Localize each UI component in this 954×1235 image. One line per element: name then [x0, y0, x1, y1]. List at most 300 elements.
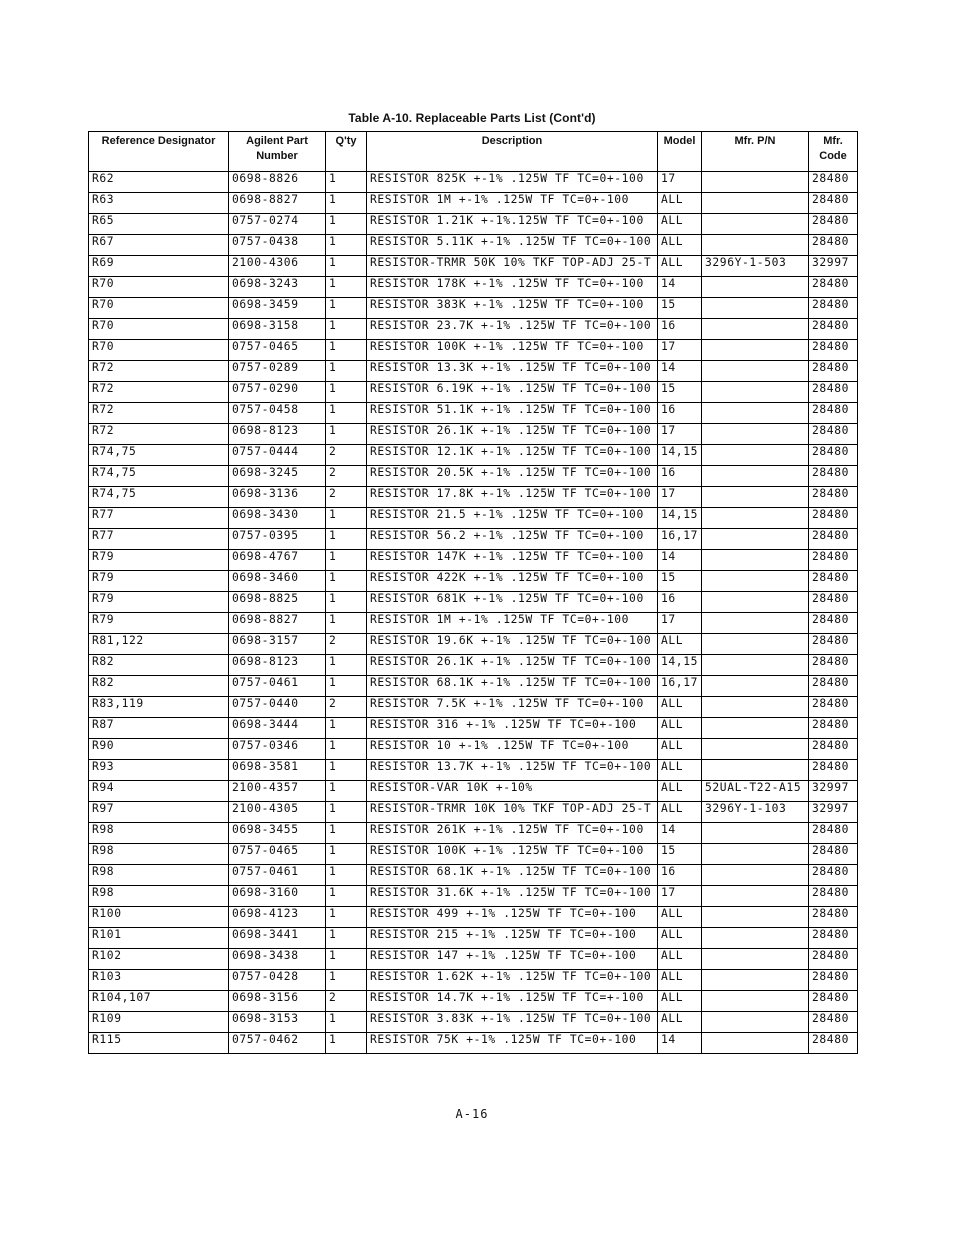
description-cell: RESISTOR 75K +-1% .125W TF TC=0+-100 — [367, 1033, 658, 1054]
mfr-pn-cell — [702, 550, 809, 571]
mfr-code-cell: 28480 — [809, 529, 858, 550]
ref-cell: R77 — [89, 529, 229, 550]
qty-cell: 1 — [326, 214, 367, 235]
header-model: Model — [658, 132, 702, 172]
ref-cell: R93 — [89, 760, 229, 781]
ref-cell: R82 — [89, 676, 229, 697]
table-row — [89, 487, 858, 508]
description-cell: RESISTOR 261K +-1% .125W TF TC=0+-100 — [367, 823, 658, 844]
part-number-cell: 0757-0346 — [229, 739, 326, 760]
part-number-cell: 0757-0444 — [229, 445, 326, 466]
table-row — [89, 907, 858, 928]
table-header-row — [89, 132, 858, 172]
mfr-code-cell: 28480 — [809, 508, 858, 529]
qty-cell: 1 — [326, 319, 367, 340]
mfr-pn-cell — [702, 886, 809, 907]
part-number-cell: 0698-3243 — [229, 277, 326, 298]
description-cell: RESISTOR 499 +-1% .125W TF TC=0+-100 — [367, 907, 658, 928]
mfr-code-cell: 28480 — [809, 445, 858, 466]
mfr-pn-cell — [702, 676, 809, 697]
qty-cell: 1 — [326, 718, 367, 739]
part-number-cell: 0757-0465 — [229, 340, 326, 361]
mfr-code-cell: 28480 — [809, 466, 858, 487]
mfr-pn-cell — [702, 592, 809, 613]
mfr-pn-cell — [702, 424, 809, 445]
description-cell: RESISTOR 23.7K +-1% .125W TF TC=0+-100 — [367, 319, 658, 340]
ref-cell: R83,119 — [89, 697, 229, 718]
ref-cell: R70 — [89, 340, 229, 361]
model-cell: 14,15 — [658, 508, 702, 529]
qty-cell: 1 — [326, 970, 367, 991]
part-number-cell: 0698-3156 — [229, 991, 326, 1012]
header-description: Description — [367, 132, 658, 172]
ref-cell: R104,107 — [89, 991, 229, 1012]
ref-cell: R82 — [89, 655, 229, 676]
qty-cell: 2 — [326, 697, 367, 718]
qty-cell: 1 — [326, 298, 367, 319]
ref-cell: R81,122 — [89, 634, 229, 655]
model-cell: 15 — [658, 382, 702, 403]
ref-cell: R72 — [89, 361, 229, 382]
ref-cell: R98 — [89, 886, 229, 907]
part-number-cell: 0698-3160 — [229, 886, 326, 907]
mfr-pn-cell — [702, 970, 809, 991]
part-number-cell: 0698-3581 — [229, 760, 326, 781]
model-cell: ALL — [658, 739, 702, 760]
table-row — [89, 508, 858, 529]
part-number-cell: 0698-3438 — [229, 949, 326, 970]
part-number-cell: 0757-0428 — [229, 970, 326, 991]
table-row — [89, 676, 858, 697]
qty-cell: 1 — [326, 928, 367, 949]
ref-cell: R102 — [89, 949, 229, 970]
part-number-cell: 2100-4357 — [229, 781, 326, 802]
part-number-cell: 2100-4306 — [229, 256, 326, 277]
mfr-code-cell: 28480 — [809, 844, 858, 865]
mfr-pn-cell — [702, 529, 809, 550]
ref-cell: R100 — [89, 907, 229, 928]
table-row — [89, 382, 858, 403]
table-row — [89, 697, 858, 718]
qty-cell: 1 — [326, 1033, 367, 1054]
ref-cell: R98 — [89, 823, 229, 844]
model-cell: 16,17 — [658, 676, 702, 697]
ref-cell: R115 — [89, 1033, 229, 1054]
model-cell: ALL — [658, 214, 702, 235]
ref-cell: R74,75 — [89, 487, 229, 508]
mfr-pn-cell — [702, 193, 809, 214]
table-row — [89, 361, 858, 382]
model-cell: ALL — [658, 907, 702, 928]
mfr-pn-cell — [702, 718, 809, 739]
description-cell: RESISTOR 10 +-1% .125W TF TC=0+-100 — [367, 739, 658, 760]
mfr-code-cell: 28480 — [809, 886, 858, 907]
model-cell: 16 — [658, 592, 702, 613]
table-row — [89, 739, 858, 760]
model-cell: ALL — [658, 697, 702, 718]
description-cell: RESISTOR 383K +-1% .125W TF TC=0+-100 — [367, 298, 658, 319]
mfr-code-cell: 28480 — [809, 655, 858, 676]
description-cell: RESISTOR 21.5 +-1% .125W TF TC=0+-100 — [367, 508, 658, 529]
model-cell: ALL — [658, 781, 702, 802]
part-number-cell: 0698-8123 — [229, 424, 326, 445]
mfr-pn-cell — [702, 739, 809, 760]
model-cell: ALL — [658, 718, 702, 739]
table-row — [89, 319, 858, 340]
table-row — [89, 781, 858, 802]
description-cell: RESISTOR 147K +-1% .125W TF TC=0+-100 — [367, 550, 658, 571]
table-row — [89, 571, 858, 592]
table-row — [89, 1033, 858, 1054]
qty-cell: 1 — [326, 235, 367, 256]
mfr-code-cell: 28480 — [809, 718, 858, 739]
mfr-code-cell: 28480 — [809, 1033, 858, 1054]
part-number-cell: 0757-0458 — [229, 403, 326, 424]
table-caption: Table A-10. Replaceable Parts List (Cont'd) — [348, 111, 596, 125]
mfr-code-cell: 28480 — [809, 319, 858, 340]
mfr-code-cell: 28480 — [809, 403, 858, 424]
qty-cell: 1 — [326, 907, 367, 928]
ref-cell: R94 — [89, 781, 229, 802]
mfr-code-cell: 28480 — [809, 550, 858, 571]
mfr-pn-cell — [702, 928, 809, 949]
part-number-cell: 0757-0461 — [229, 865, 326, 886]
description-cell: RESISTOR-TRMR 10K 10% TKF TOP-ADJ 25-T — [367, 802, 658, 823]
qty-cell: 1 — [326, 676, 367, 697]
description-cell: RESISTOR 681K +-1% .125W TF TC=0+-100 — [367, 592, 658, 613]
model-cell: 15 — [658, 571, 702, 592]
header-mfr-part-number: Mfr. P/N — [702, 132, 809, 172]
table-row — [89, 298, 858, 319]
header-reference-designator: Reference Designator — [89, 132, 229, 172]
part-number-cell: 0698-3459 — [229, 298, 326, 319]
description-cell: RESISTOR 14.7K +-1% .125W TF TC=+-100 — [367, 991, 658, 1012]
table-row — [89, 886, 858, 907]
ref-cell: R70 — [89, 319, 229, 340]
model-cell: ALL — [658, 949, 702, 970]
mfr-pn-cell — [702, 697, 809, 718]
qty-cell: 1 — [326, 193, 367, 214]
part-number-cell: 0698-3153 — [229, 1012, 326, 1033]
description-cell: RESISTOR 178K +-1% .125W TF TC=0+-100 — [367, 277, 658, 298]
qty-cell: 1 — [326, 781, 367, 802]
part-number-cell: 0757-0289 — [229, 361, 326, 382]
qty-cell: 1 — [326, 172, 367, 193]
model-cell: 14 — [658, 550, 702, 571]
table-row — [89, 1012, 858, 1033]
description-cell: RESISTOR 215 +-1% .125W TF TC=0+-100 — [367, 928, 658, 949]
part-number-cell: 0698-8825 — [229, 592, 326, 613]
model-cell: 17 — [658, 487, 702, 508]
ref-cell: R79 — [89, 571, 229, 592]
mfr-pn-cell — [702, 1033, 809, 1054]
model-cell: ALL — [658, 193, 702, 214]
ref-cell: R70 — [89, 298, 229, 319]
mfr-pn-cell — [702, 319, 809, 340]
qty-cell: 1 — [326, 424, 367, 445]
mfr-code-cell: 28480 — [809, 571, 858, 592]
description-cell: RESISTOR 26.1K +-1% .125W TF TC=0+-100 — [367, 424, 658, 445]
qty-cell: 2 — [326, 487, 367, 508]
mfr-code-cell: 28480 — [809, 214, 858, 235]
ref-cell: R103 — [89, 970, 229, 991]
model-cell: 17 — [658, 613, 702, 634]
table-row — [89, 760, 858, 781]
mfr-pn-cell: 3296Y-1-103 — [702, 802, 809, 823]
description-cell: RESISTOR 316 +-1% .125W TF TC=0+-100 — [367, 718, 658, 739]
mfr-code-cell: 28480 — [809, 277, 858, 298]
table-row — [89, 235, 858, 256]
part-number-cell: 2100-4305 — [229, 802, 326, 823]
table-row — [89, 718, 858, 739]
description-cell: RESISTOR-TRMR 50K 10% TKF TOP-ADJ 25-T — [367, 256, 658, 277]
ref-cell: R87 — [89, 718, 229, 739]
model-cell: 17 — [658, 424, 702, 445]
description-cell: RESISTOR 31.6K +-1% .125W TF TC=0+-100 — [367, 886, 658, 907]
qty-cell: 1 — [326, 550, 367, 571]
mfr-pn-cell — [702, 613, 809, 634]
mfr-pn-cell — [702, 382, 809, 403]
model-cell: 14 — [658, 361, 702, 382]
ref-cell: R101 — [89, 928, 229, 949]
ref-cell: R69 — [89, 256, 229, 277]
model-cell: ALL — [658, 928, 702, 949]
qty-cell: 1 — [326, 802, 367, 823]
mfr-pn-cell — [702, 865, 809, 886]
table-row — [89, 550, 858, 571]
part-number-cell: 0698-3441 — [229, 928, 326, 949]
mfr-code-cell: 28480 — [809, 907, 858, 928]
description-cell: RESISTOR 1.21K +-1%.125W TF TC=0+-100 — [367, 214, 658, 235]
qty-cell: 1 — [326, 865, 367, 886]
qty-cell: 1 — [326, 760, 367, 781]
mfr-pn-cell: 3296Y-1-503 — [702, 256, 809, 277]
mfr-code-cell: 28480 — [809, 928, 858, 949]
mfr-pn-cell — [702, 1012, 809, 1033]
qty-cell: 1 — [326, 592, 367, 613]
description-cell: RESISTOR 68.1K +-1% .125W TF TC=0+-100 — [367, 865, 658, 886]
mfr-pn-cell — [702, 361, 809, 382]
ref-cell: R72 — [89, 382, 229, 403]
part-number-cell: 0698-3157 — [229, 634, 326, 655]
ref-cell: R77 — [89, 508, 229, 529]
part-number-cell: 0698-8827 — [229, 193, 326, 214]
table-row — [89, 466, 858, 487]
part-number-cell: 0698-8123 — [229, 655, 326, 676]
description-cell: RESISTOR-VAR 10K +-10% — [367, 781, 658, 802]
mfr-code-cell: 32997 — [809, 781, 858, 802]
part-number-cell: 0757-0462 — [229, 1033, 326, 1054]
qty-cell: 1 — [326, 949, 367, 970]
table-row — [89, 865, 858, 886]
qty-cell: 1 — [326, 529, 367, 550]
mfr-pn-cell — [702, 445, 809, 466]
part-number-cell: 0698-3444 — [229, 718, 326, 739]
mfr-pn-cell — [702, 634, 809, 655]
qty-cell: 1 — [326, 655, 367, 676]
model-cell: 16 — [658, 466, 702, 487]
mfr-code-cell: 28480 — [809, 172, 858, 193]
description-cell: RESISTOR 5.11K +-1% .125W TF TC=0+-100 — [367, 235, 658, 256]
description-cell: RESISTOR 56.2 +-1% .125W TF TC=0+-100 — [367, 529, 658, 550]
part-number-cell: 0757-0274 — [229, 214, 326, 235]
model-cell: ALL — [658, 970, 702, 991]
model-cell: 16 — [658, 865, 702, 886]
mfr-pn-cell — [702, 235, 809, 256]
mfr-code-cell: 28480 — [809, 298, 858, 319]
table-row — [89, 193, 858, 214]
mfr-pn-cell — [702, 172, 809, 193]
mfr-code-cell: 28480 — [809, 382, 858, 403]
mfr-pn-cell — [702, 214, 809, 235]
mfr-code-cell: 28480 — [809, 235, 858, 256]
table-row — [89, 823, 858, 844]
mfr-pn-cell — [702, 907, 809, 928]
mfr-pn-cell — [702, 508, 809, 529]
ref-cell: R109 — [89, 1012, 229, 1033]
mfr-code-cell: 28480 — [809, 193, 858, 214]
ref-cell: R97 — [89, 802, 229, 823]
description-cell: RESISTOR 12.1K +-1% .125W TF TC=0+-100 — [367, 445, 658, 466]
description-cell: RESISTOR 147 +-1% .125W TF TC=0+-100 — [367, 949, 658, 970]
qty-cell: 2 — [326, 991, 367, 1012]
mfr-code-cell: 28480 — [809, 613, 858, 634]
qty-cell: 1 — [326, 1012, 367, 1033]
model-cell: ALL — [658, 256, 702, 277]
ref-cell: R72 — [89, 424, 229, 445]
mfr-code-cell: 28480 — [809, 991, 858, 1012]
table-row — [89, 634, 858, 655]
mfr-code-cell: 28480 — [809, 739, 858, 760]
description-cell: RESISTOR 17.8K +-1% .125W TF TC=0+-100 — [367, 487, 658, 508]
qty-cell: 1 — [326, 340, 367, 361]
mfr-code-cell: 28480 — [809, 760, 858, 781]
part-number-cell: 0698-3136 — [229, 487, 326, 508]
part-number-cell: 0698-4123 — [229, 907, 326, 928]
table-row — [89, 529, 858, 550]
description-cell: RESISTOR 100K +-1% .125W TF TC=0+-100 — [367, 844, 658, 865]
mfr-pn-cell — [702, 571, 809, 592]
model-cell: 17 — [658, 886, 702, 907]
mfr-code-cell: 28480 — [809, 487, 858, 508]
qty-cell: 1 — [326, 256, 367, 277]
mfr-code-cell: 28480 — [809, 1012, 858, 1033]
model-cell: ALL — [658, 1012, 702, 1033]
mfr-code-cell: 28480 — [809, 361, 858, 382]
description-cell: RESISTOR 7.5K +-1% .125W TF TC=0+-100 — [367, 697, 658, 718]
table-row — [89, 991, 858, 1012]
qty-cell: 1 — [326, 613, 367, 634]
model-cell: ALL — [658, 991, 702, 1012]
ref-cell: R67 — [89, 235, 229, 256]
mfr-pn-cell — [702, 949, 809, 970]
qty-cell: 2 — [326, 634, 367, 655]
ref-cell: R62 — [89, 172, 229, 193]
model-cell: 14,15 — [658, 655, 702, 676]
mfr-pn-cell — [702, 277, 809, 298]
table-row — [89, 949, 858, 970]
mfr-pn-cell — [702, 991, 809, 1012]
part-number-cell: 0757-0440 — [229, 697, 326, 718]
qty-cell: 1 — [326, 571, 367, 592]
description-cell: RESISTOR 20.5K +-1% .125W TF TC=0+-100 — [367, 466, 658, 487]
model-cell: 16,17 — [658, 529, 702, 550]
mfr-pn-cell — [702, 823, 809, 844]
mfr-code-cell: 28480 — [809, 865, 858, 886]
mfr-pn-cell — [702, 655, 809, 676]
model-cell: 16 — [658, 403, 702, 424]
qty-cell: 1 — [326, 361, 367, 382]
model-cell: 15 — [658, 844, 702, 865]
ref-cell: R72 — [89, 403, 229, 424]
part-number-cell: 0757-0461 — [229, 676, 326, 697]
description-cell: RESISTOR 100K +-1% .125W TF TC=0+-100 — [367, 340, 658, 361]
mfr-code-cell: 28480 — [809, 823, 858, 844]
header-mfr-code: Mfr. Code — [809, 132, 858, 172]
table-row — [89, 970, 858, 991]
mfr-code-cell: 28480 — [809, 634, 858, 655]
description-cell: RESISTOR 26.1K +-1% .125W TF TC=0+-100 — [367, 655, 658, 676]
description-cell: RESISTOR 825K +-1% .125W TF TC=0+-100 — [367, 172, 658, 193]
page-number: A-16 — [455, 1107, 489, 1121]
part-number-cell: 0698-3430 — [229, 508, 326, 529]
ref-cell: R63 — [89, 193, 229, 214]
qty-cell: 1 — [326, 382, 367, 403]
table-row — [89, 592, 858, 613]
table-row — [89, 445, 858, 466]
part-number-cell: 0698-8827 — [229, 613, 326, 634]
mfr-code-cell: 32997 — [809, 256, 858, 277]
model-cell: ALL — [658, 634, 702, 655]
mfr-pn-cell — [702, 340, 809, 361]
description-cell: RESISTOR 1M +-1% .125W TF TC=0+-100 — [367, 193, 658, 214]
part-number-cell: 0698-3245 — [229, 466, 326, 487]
part-number-cell: 0698-3455 — [229, 823, 326, 844]
qty-cell: 1 — [326, 403, 367, 424]
description-cell: RESISTOR 13.3K +-1% .125W TF TC=0+-100 — [367, 361, 658, 382]
table-row — [89, 277, 858, 298]
part-number-cell: 0698-3460 — [229, 571, 326, 592]
table-row — [89, 256, 858, 277]
qty-cell: 1 — [326, 277, 367, 298]
qty-cell: 1 — [326, 886, 367, 907]
mfr-code-cell: 28480 — [809, 697, 858, 718]
description-cell: RESISTOR 1.62K +-1% .125W TF TC=0+-100 — [367, 970, 658, 991]
mfr-code-cell: 28480 — [809, 949, 858, 970]
description-cell: RESISTOR 68.1K +-1% .125W TF TC=0+-100 — [367, 676, 658, 697]
description-cell: RESISTOR 13.7K +-1% .125W TF TC=0+-100 — [367, 760, 658, 781]
part-number-cell: 0698-3158 — [229, 319, 326, 340]
description-cell: RESISTOR 6.19K +-1% .125W TF TC=0+-100 — [367, 382, 658, 403]
ref-cell: R79 — [89, 550, 229, 571]
model-cell: 14,15 — [658, 445, 702, 466]
ref-cell: R98 — [89, 865, 229, 886]
mfr-code-cell: 28480 — [809, 340, 858, 361]
table-row — [89, 655, 858, 676]
model-cell: 17 — [658, 172, 702, 193]
part-number-cell: 0698-4767 — [229, 550, 326, 571]
ref-cell: R98 — [89, 844, 229, 865]
mfr-code-cell: 28480 — [809, 970, 858, 991]
model-cell: 16 — [658, 319, 702, 340]
mfr-code-cell: 28480 — [809, 424, 858, 445]
table-row — [89, 802, 858, 823]
table-row — [89, 424, 858, 445]
ref-cell: R79 — [89, 592, 229, 613]
mfr-pn-cell — [702, 298, 809, 319]
model-cell: 14 — [658, 1033, 702, 1054]
table-row — [89, 613, 858, 634]
